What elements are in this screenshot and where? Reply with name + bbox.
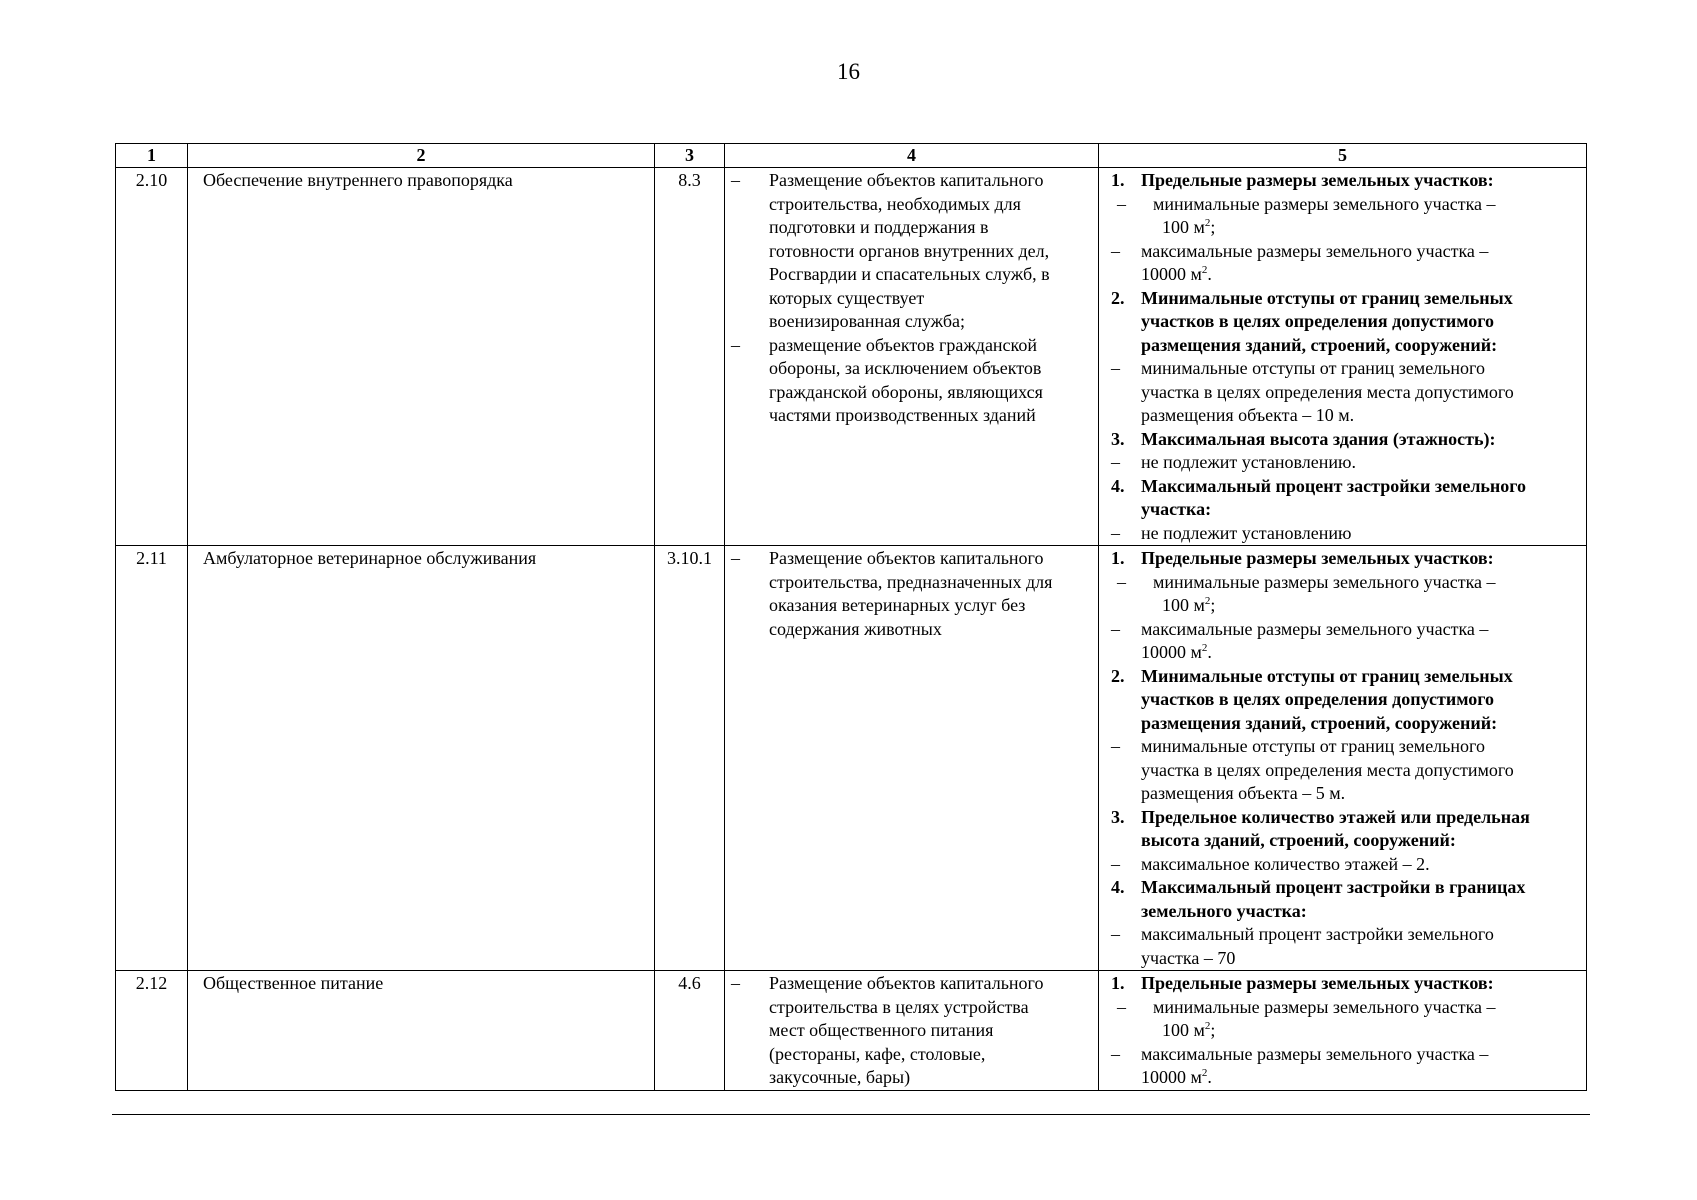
parameter-text: минимальные размеры земельного участка – 100 $м^2$; — [1153, 193, 1496, 237]
description-text: Размещение объектов капитального строительства, предназначенных для оказания ветеринарных услуг без содержания животных — [769, 548, 1053, 639]
parameter-heading — [1109, 547, 1582, 571]
unit-exponent: 2 — [1204, 1020, 1211, 1032]
use-description — [725, 168, 1099, 546]
parameter-text: максимальные размеры земельного участка – 10000 $м^2$. — [1141, 618, 1489, 662]
parameter-text: максимальные размеры земельного участка – 10000 $м^2$. — [1141, 240, 1489, 284]
parameter-text: Предельные размеры земельных участков: — [1141, 170, 1494, 190]
parameter-item — [1109, 357, 1582, 428]
use-description — [725, 546, 1099, 971]
item-number: 3. — [1111, 428, 1125, 449]
unit-exponent: 2 — [1204, 217, 1211, 229]
parameter-text: Максимальный процент застройки в границах земельного участка: — [1141, 877, 1526, 921]
description-item — [731, 547, 1094, 641]
unit-exponent: 2 — [1204, 595, 1211, 607]
land-use-table — [115, 143, 1587, 1091]
parameter-heading — [1109, 169, 1582, 193]
description-text: Размещение объектов капитального строительства, необходимых для подготовки и поддержания в готовности органов внутренних дел, Росгвардии и спасательных служб, в которых существует военизированная служба; — [769, 170, 1050, 331]
row-number: 2.12 — [116, 971, 188, 1091]
parameter-item — [1109, 522, 1582, 546]
item-number: 2. — [1111, 665, 1125, 686]
bullet-dash: – — [1117, 193, 1126, 214]
bullet-dash: – — [1111, 853, 1120, 874]
parameter-text: максимальный процент застройки земельного участка – 70 — [1141, 924, 1494, 968]
use-name: Общественное питание — [188, 971, 655, 1091]
parameter-text: Предельные размеры земельных участков: — [1141, 548, 1494, 568]
description-item — [731, 972, 1094, 1090]
bullet-dash: – — [1111, 618, 1120, 639]
parameters — [1099, 546, 1587, 971]
table-row — [116, 546, 1587, 971]
use-code: 4.6 — [655, 971, 725, 1091]
header-col-1: 1 — [116, 144, 188, 168]
bullet-dash: – — [1117, 571, 1126, 592]
parameter-text: Предельные размеры земельных участков: — [1141, 973, 1494, 993]
parameter-text: Минимальные отступы от границ земельных участков в целях определения допустимого размещения зданий, строений, сооружений: — [1141, 287, 1513, 355]
parameter-text: минимальные размеры земельного участка – 100 $м^2$; — [1153, 996, 1496, 1040]
header-col-2: 2 — [188, 144, 655, 168]
parameter-heading — [1109, 428, 1582, 452]
parameter-text: Максимальная высота здания (этажность): — [1141, 428, 1496, 449]
parameter-text: максимальные размеры земельного участка – 10000 $м^2$. — [1141, 1043, 1489, 1087]
item-number: 4. — [1111, 877, 1125, 897]
use-description — [725, 971, 1099, 1091]
parameter-item — [1109, 1043, 1582, 1090]
table-row — [116, 168, 1587, 546]
parameter-item — [1109, 193, 1582, 240]
parameter-item — [1109, 996, 1582, 1043]
parameter-heading — [1109, 287, 1582, 358]
use-name: Обеспечение внутреннего правопорядка — [188, 168, 655, 546]
unit-exponent: 2 — [1201, 264, 1208, 276]
item-number: 1. — [1111, 170, 1125, 190]
parameters — [1099, 168, 1587, 546]
use-code: 8.3 — [655, 168, 725, 546]
header-col-3: 3 — [655, 144, 725, 168]
parameter-text: минимальные отступы от границ земельного участка в целях определения места допустимого размещения объекта – 10 м. — [1141, 358, 1514, 425]
parameter-text: минимальные отступы от границ земельного участка в целях определения места допустимого размещения объекта – 5 м. — [1141, 736, 1514, 803]
item-number: 3. — [1111, 806, 1125, 827]
page-number: 16 — [837, 59, 860, 84]
description-item — [731, 334, 1094, 428]
parameter-text: максимальное количество этажей – 2. — [1141, 853, 1430, 874]
unit-exponent: 2 — [1201, 1067, 1208, 1079]
parameter-heading — [1109, 806, 1582, 853]
item-number: 1. — [1111, 548, 1125, 568]
parameter-text: не подлежит установлению — [1141, 522, 1352, 543]
item-number: 4. — [1111, 475, 1125, 496]
parameter-heading — [1109, 972, 1582, 996]
item-number: 2. — [1111, 287, 1125, 308]
bullet-dash: – — [1111, 736, 1120, 756]
bullet-dash: – — [731, 973, 740, 993]
parameter-text: минимальные размеры земельного участка – 100 $м^2$; — [1153, 571, 1496, 615]
parameter-text: не подлежит установлению. — [1141, 452, 1356, 472]
use-code: 3.10.1 — [655, 546, 725, 971]
bullet-dash: – — [731, 334, 740, 355]
row-number: 2.11 — [116, 546, 188, 971]
bullet-dash: – — [1111, 1043, 1120, 1064]
parameter-text: Минимальные отступы от границ земельных участков в целях определения допустимого размещения зданий, строений, сооружений: — [1141, 665, 1513, 733]
bullet-dash: – — [1111, 240, 1120, 261]
parameters — [1099, 971, 1587, 1091]
unit-exponent: 2 — [1201, 642, 1208, 654]
parameter-item — [1109, 451, 1582, 475]
description-text: Размещение объектов капитального строительства в целях устройства мест общественного питания (рестораны, кафе, столовые, закусочные, бары) — [769, 973, 1044, 1087]
table-body — [116, 168, 1587, 1091]
row-number: 2.10 — [116, 168, 188, 546]
item-number: 1. — [1111, 973, 1125, 993]
parameter-item — [1109, 853, 1582, 877]
header-row — [116, 144, 1587, 168]
bottom-rule — [112, 1114, 1590, 1115]
description-item — [731, 169, 1094, 334]
header-col-4: 4 — [725, 144, 1099, 168]
bullet-dash: – — [1111, 522, 1120, 543]
parameter-text: Предельное количество этажей или предельная высота зданий, строений, сооружений: — [1141, 806, 1530, 850]
table-row — [116, 971, 1587, 1091]
parameter-item — [1109, 240, 1582, 287]
description-text: размещение объектов гражданской обороны, за исключением объектов гражданской обороны, являющихся частями производственных зданий — [769, 334, 1043, 425]
parameter-item — [1109, 618, 1582, 665]
use-name: Амбулаторное ветеринарное обслуживания — [188, 546, 655, 971]
parameter-heading — [1109, 475, 1582, 522]
bullet-dash: – — [1111, 452, 1120, 472]
bullet-dash: – — [1117, 996, 1126, 1017]
parameter-heading — [1109, 665, 1582, 736]
bullet-dash: – — [731, 170, 740, 190]
parameter-text: Максимальный процент застройки земельного участка: — [1141, 475, 1527, 519]
bullet-dash: – — [1111, 358, 1120, 378]
parameter-item — [1109, 735, 1582, 806]
header-col-5: 5 — [1099, 144, 1587, 168]
parameter-item — [1109, 571, 1582, 618]
parameter-item — [1109, 923, 1582, 970]
parameter-heading — [1109, 876, 1582, 923]
bullet-dash: – — [1111, 924, 1120, 944]
bullet-dash: – — [731, 548, 740, 568]
